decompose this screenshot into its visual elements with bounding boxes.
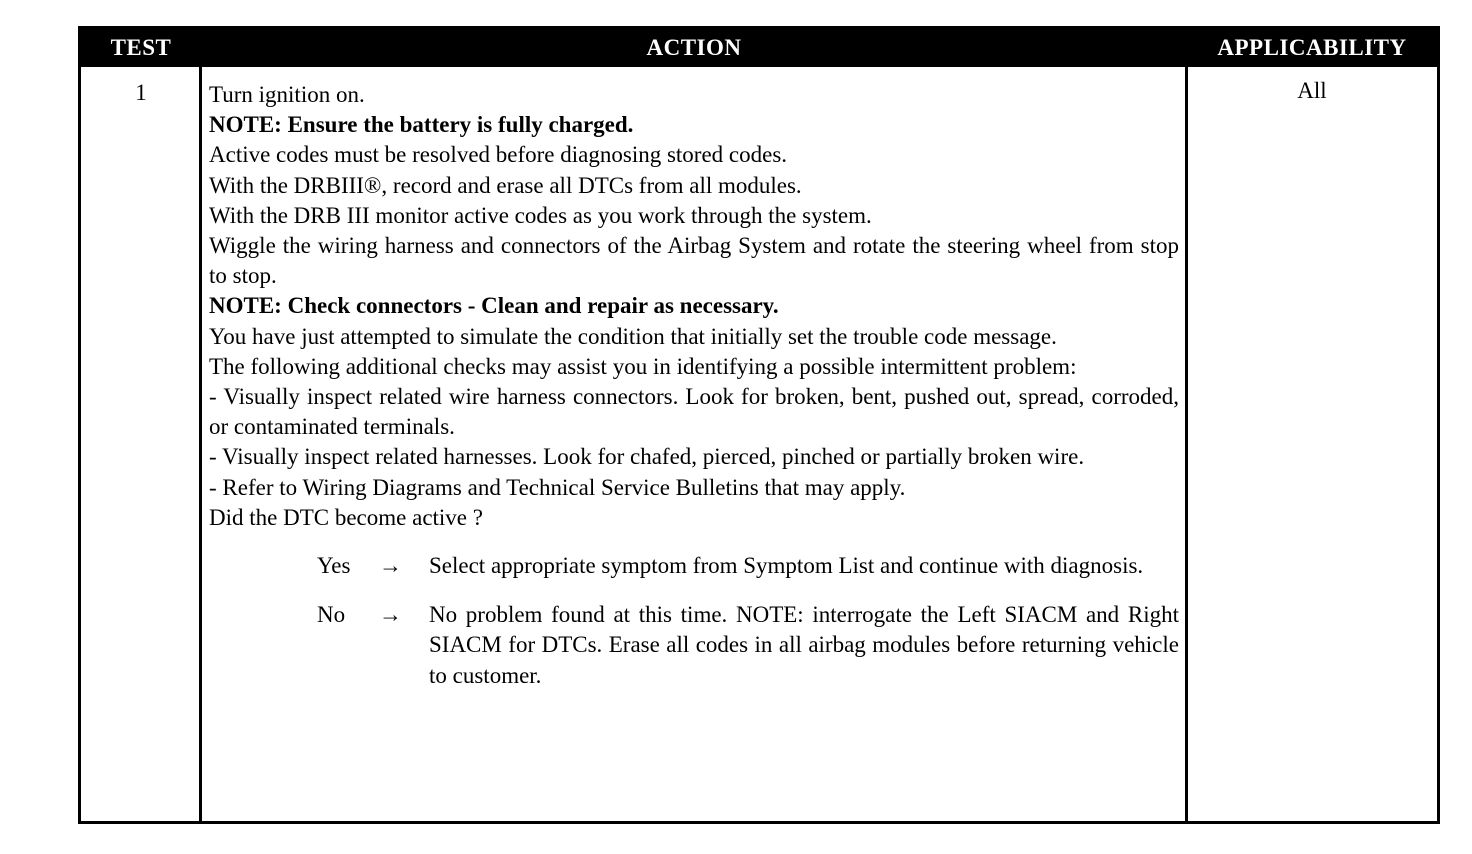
answer-yes: [209, 551, 1179, 581]
answer-text: Select appropriate symptom from Symptom List and continue with diagnosis.: [429, 553, 1144, 579]
table-header: [81, 29, 1437, 67]
action-step: With the DRB III monitor active codes as you work through the system.: [209, 202, 872, 228]
action-step: With the DRBIII®, record and erase all DTCs from all modules.: [209, 172, 802, 198]
action-question: Did the DTC become active ?: [209, 504, 483, 530]
action-step: The following additional checks may assist you in identifying a possible intermittent problem:: [209, 353, 1077, 379]
action-step: - Visually inspect related wire harness connectors. Look for broken, bent, pushed out, spread, corroded, or contaminated terminals.: [209, 384, 1179, 440]
arrow-right-icon: →: [379, 602, 402, 628]
action-step: Turn ignition on.: [209, 82, 365, 107]
answer-list: [209, 551, 1179, 691]
answer-text: No problem found at this time. NOTE: interrogate the Left SIACM and Right SIACM for DTCs. Erase all codes in all airbag modules before returning vehicle to customer.: [429, 602, 1179, 688]
action-step: - Visually inspect related harnesses. Look for chafed, pierced, pinched or partially broken wire.: [209, 444, 1085, 470]
action-step: - Refer to Wiring Diagrams and Technical Service Bulletins that may apply.: [209, 474, 906, 500]
action-note: NOTE: Ensure the battery is fully charged.: [209, 112, 634, 138]
action-step: Active codes must be resolved before diagnosing stored codes.: [209, 142, 788, 168]
test-number: 1: [135, 80, 147, 105]
applicability-value: All: [1297, 78, 1327, 103]
action-step: You have just attempted to simulate the condition that initially set the trouble code message.: [209, 323, 1057, 349]
action-note: NOTE: Check connectors - Clean and repair as necessary.: [209, 293, 779, 319]
answer-label: Yes: [317, 553, 351, 579]
action-cell: [209, 80, 1179, 710]
header-action: ACTION: [646, 35, 742, 60]
answer-label: No: [317, 602, 346, 628]
action-step: Wiggle the wiring harness and connectors of the Airbag System and rotate the steering wheel from stop to stop.: [209, 233, 1179, 289]
diagnostic-table: [78, 26, 1440, 824]
header-applicability: APPLICABILITY: [1217, 35, 1407, 60]
column-divider: [1185, 67, 1188, 821]
arrow-right-icon: →: [379, 553, 402, 579]
header-test: TEST: [110, 35, 172, 60]
answer-no: [209, 600, 1179, 691]
column-divider: [199, 67, 202, 821]
